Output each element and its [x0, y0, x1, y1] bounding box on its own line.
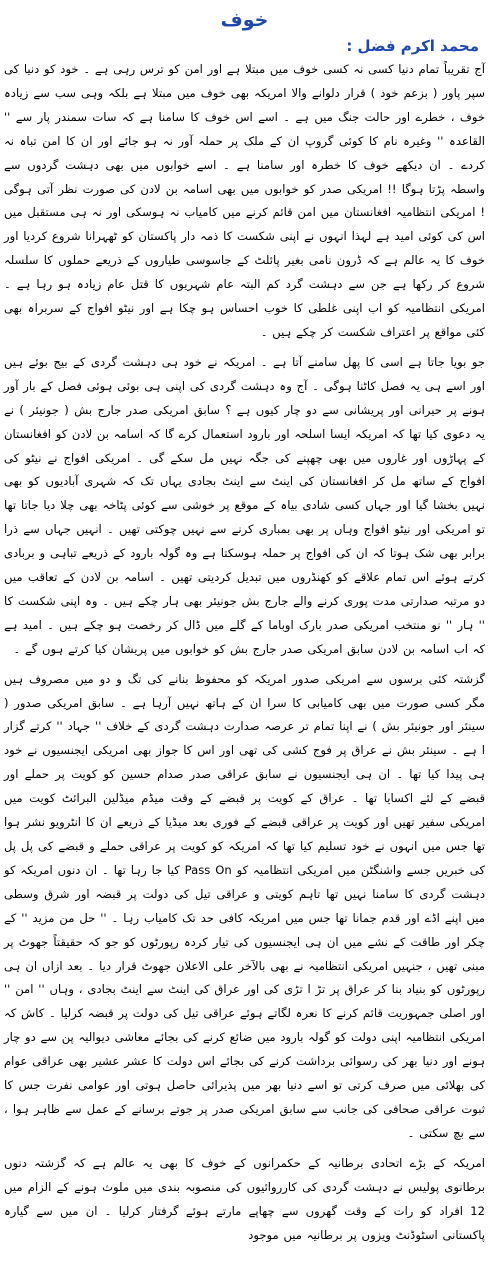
article-body — [4, 58, 485, 1247]
paragraph: امریکہ کے بڑے اتحادی برطانیہ کے حکمرانوں کے خوف کا بھی یہ عالم ہے کہ گزشتہ دنوں برطانوی پولیس نے دہشت گردی کی کارروائیوں کی منصوبہ بندی میں ملوث ہونے کے الزام میں 12 افراد کو رات کے وقت گھروں سے چھاپے مارتے ہوئے گرفتار کرلیا ۔ ان میں سے گیارہ پاکستانی اسٹوڈنٹ ویزوں پر برطانیہ میں موجود — [4, 1155, 485, 1242]
paragraph: جو بویا جاتا ہے اسی کا پھل سامنے آتا ہے ۔ امریکہ نے خود ہی دہشت گردی کے بیج بوئے ہیں اور اسے ہی یہ فصل کاٹنا ہوگی ۔ آج وہ دہشت گردی کی اپنی ہی بوئی ہوئی فصل کے بار آور ہونے پر حیرانی اور پریشانی سے دو چار کیوں ہے ؟ سابق امریکی صدر جارج بش ( جونیئر ) نے یہ دعوی کیا تھا کہ امریکہ ایسا اسلحہ اور بارود استعمال کرے گا کہ اسامہ بن لادن کو افغانستان کے پہاڑوں اور غاروں میں بھی چھپنے کی جگہ نہیں مل سکے گی ۔ امریکی افواج نے نیٹو کی افواج کے ساتھ مل کر افغانستان کی اینٹ سے اینٹ بجادی یہاں تک کہ شہری آبادیوں کو بھی نہیں بخشا گیا اور جہاں کسی شادی بیاہ کے موقع پر خوشی سے کوئی پٹاخہ بھی چلا دیا جاتا تھا تو امریکی اور نیٹو افواج وہاں پر بھی بمباری کرنے سے نہیں چوکتی تھیں ۔ انہیں جہاں سے ذرا برابر بھی شک ہوتا کہ ان کی افواج پر حملہ ہوسکتا ہے وہ گولہ بارود کے ذریعے تباہی و بربادی کرتے ہوئے اس تمام علاقے کو کھنڈروں میں تبدیل کردیتی تھیں ۔ اسامہ بن لادن کے تعاقب میں دو مرتبہ صدارتی مدت پوری کرنے والے جارج بش جونیئر بھی ہار چکے ہیں ۔ وہ اپنی شکست کا '' ہار '' نو منتخب امریکی صدر بارک اوباما کے گلے میں ڈال کر رخصت ہو چکے ہیں ۔ امید ہے کہ اب اسامہ بن لادن سابق امریکی صدر جارج بش کو خوابوں میں پریشان کیا کرتے ہوں گے ۔ — [4, 354, 485, 656]
article-title: خوف — [220, 9, 269, 31]
paragraph: گزشتہ کئی برسوں سے امریکی صدور امریکہ کو محفوظ بنانے کی تگ و دو میں مصروف ہیں مگر کسی صورت میں بھی کامیابی کا سرا ان کے ہاتھ نہیں آرہا ہے ۔ سابق امریکی صدور ( سینئر اور جونیئر بش ) نے اپنا تمام تر عرصہ صدارت دہشت گردی کے خلاف '' جہاد '' کرتے گزار ا ہے ۔ سینئر بش نے عراق پر فوج کشی کی تھی اور اس کا جواز بھی امریکی ایجنسیوں نے خود ہی پیدا کیا تھا ۔ ان ہی ایجنسیوں نے سابق عراقی صدر صدام حسین کو کویت پر حملے اور قبضے کے لئے اکسایا تھا ۔ عراق کے کویت پر قبضے کے وقت میڈم میڈلین البرائٹ کویت میں امریکی سفیر تھیں اور کویت پر عراقی قبضے کے فوری بعد میڈیا کے ذریعے ان کا انٹرویو نشر ہوا تھا جس میں انہوں نے خود تسلیم کیا تھا کہ امریکہ کو کویت پر عراقی حملے و قبضے کی پل پل کی خبریں جسے واشنگٹن میں امریکی انتظامیہ کو Pass On کیا جا رہا تھا ۔ ان دنوں امریکہ کو دہشت گردی کا سامنا نہیں تھا تاہم کویتی و عراقی تیل کی دولت پر قبضہ اور شرق وسطی میں اپنے اڈے اور قدم جمانا تھا جس میں امریکہ کافی حد تک کامیاب رہا ۔ '' حل من مزید '' کے چکر اور طاقت کے نشے میں ان ہی ایجنسیوں کی تیار کردہ رپورٹوں کو جو کہ حقیقتاً جھوٹ پر مبنی تھیں ، جنہیں امریکی انتظامیہ نے بھی بالآخر علی الاعلان جھوٹ قرار دیا ۔ بعد ازاں ان ہی رپورٹوں کو بنیاد بنا کر عراق پر تڑ ا تڑی کی اور عراق کی اینٹ سے اینٹ بجادی ، وہاں '' امن '' اور اصلی جمہوریت قائم کرنے کا نعرہ لگاتے ہوئے عراقی تیل کی دولت پر قبضہ کرلیا ۔ کاش کہ امریکی انتظامیہ اپنی دولت کو گولہ بارود میں ضائع کرنے کی بجائے معاشی دیوالیہ پن سے دو چار ہونے اور دنیا بھر کی رسوائی برداشت کرنے کی بجائے اس دولت کا عشر عشیر بھی عراقی عوام کی بھلائی میں صرف کرتی تو اسے دنیا بھر میں پذیرائی حاصل ہوتی اور عوامی نفرت جس کا ثبوت عراقی صحافی کی جانب سے سابق امریکی صدر پر جوتے برسانے کے عمل سے ظاہر ہوا ، سے بچ سکتی ۔ — [4, 671, 485, 1140]
author-byline: محمد اکرم فضل : — [346, 37, 479, 55]
paragraph: آج تقریباً تمام دنیا کسی نہ کسی خوف میں مبتلا ہے اور امن کو ترس رہی ہے ۔ خود کو دنیا کی سپر پاور ( بزعم خود ) قرار دلوانے والا امریکہ بھی خوف میں مبتلا ہے بلکہ وہی سب سے زیادہ خوف ، خطرے اور حالت جنگ میں ہے ۔ اسے اس خوف کا سامنا ہے کہ سات سمندر پار سے '' القاعدہ '' وغیرہ نام کا کوئی گروپ ان کے ملک پر حملہ آور نہ ہو جائے اور ان کا امن تباہ نہ کردے ۔ ان دیکھے خوف کا خطرہ اور سامنا ہے ۔ اسے خوابوں میں بھی دہشت گردوں سے واسطہ پڑتا ہوگا !! امریکی صدر کو خوابوں میں بھی اسامہ بن لادن کی صورت نظر آتی ہوگی ! امریکی انتظامیہ افغانستان میں امن قائم کرنے میں کامیاب نہ ہوسکی اور نہ ہی مستقبل میں اس کی کوئی امید ہے لہذا انہوں نے اپنی شکست کا ذمہ دار پاکستان کو ٹھہرانا شروع کردیا اور خوف کا یہ عالم ہے کہ ڈرون نامی بغیر پائلٹ کے جاسوسی طیاروں کے ذریعے حملوں کا سلسلہ شروع کر رکھا ہے جن سے دہشت گرد کم البتہ عام شہریوں کا قتل عام زیادہ ہو رہا ہے ۔ امریکی انتظامیہ کو اب اپنی غلطی کا خوب احساس ہو چکا ہے اور نیٹو افواج کے سربراہ بھی کئی مواقع پر اعتراف شکست کر چکے ہیں ۔ — [4, 62, 485, 339]
